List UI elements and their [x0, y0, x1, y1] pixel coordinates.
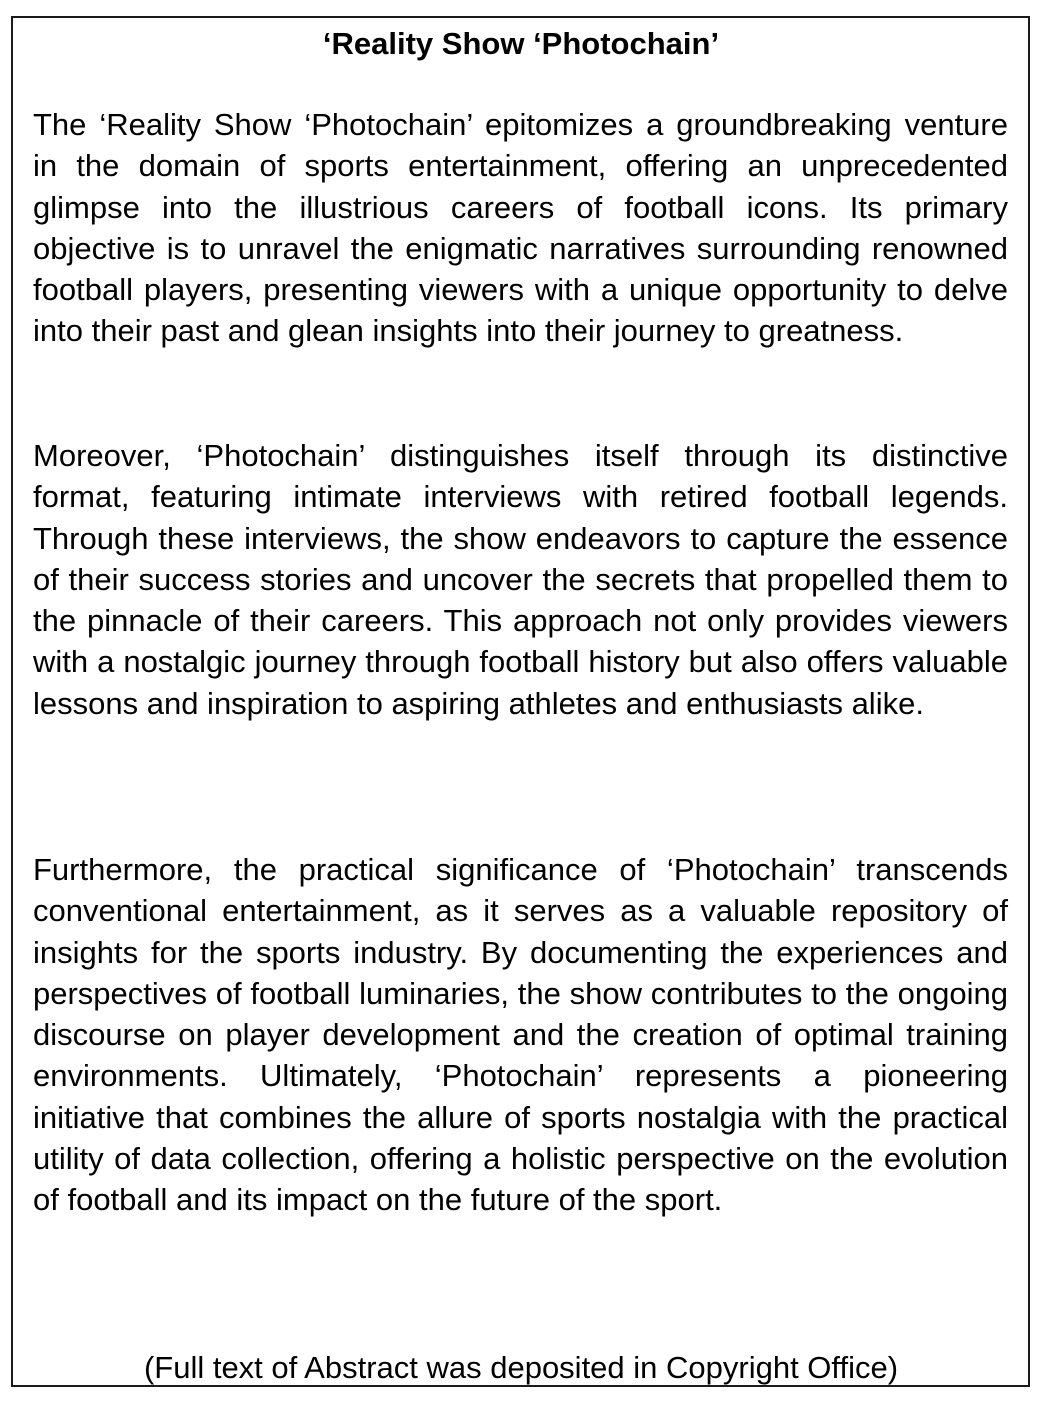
document-title: ‘Reality Show ‘Photochain’ — [322, 26, 720, 61]
copyright-office-note: (Full text of Abstract was deposited in Copyright Office) — [143, 1350, 899, 1385]
abstract-paragraph-2: Moreover, ‘Photochain’ distinguishes itself through its distinctive format, featuring intimate interviews with retired football legends. Through these interviews, the show endeavors to capture the essence of their success stories and uncover the secrets that propelled them to the pinnacle of their careers. This approach not only provides viewers with a nostalgic journey through football history but also offers valuable lessons and inspiration to aspiring athletes and enthusiasts alike. — [33, 438, 1008, 721]
abstract-paragraph-3: Furthermore, the practical significance of ‘Photochain’ transcends conventional entertainment, as it serves as a valuable repository of insights for the sports industry. By documenting the experiences and perspectives of football luminaries, the show contributes to the ongoing discourse on player development and the creation of optimal training environments. Ultimately, ‘Photochain’ represents a pioneering initiative that combines the allure of sports nostalgia with the practical utility of data collection, offering a holistic perspective on the evolution of football and its impact on the future of the sport. — [33, 852, 1008, 1218]
abstract-paragraph-1: The ‘Reality Show ‘Photochain’ epitomizes a groundbreaking venture in the domain of sports entertainment, offering an unprecedented glimpse into the illustrious careers of football icons. Its primary objective is to unravel the enigmatic narratives surrounding renowned football players, presenting viewers with a unique opportunity to delve into their past and glean insights into their journey to greatness. — [33, 107, 1008, 349]
